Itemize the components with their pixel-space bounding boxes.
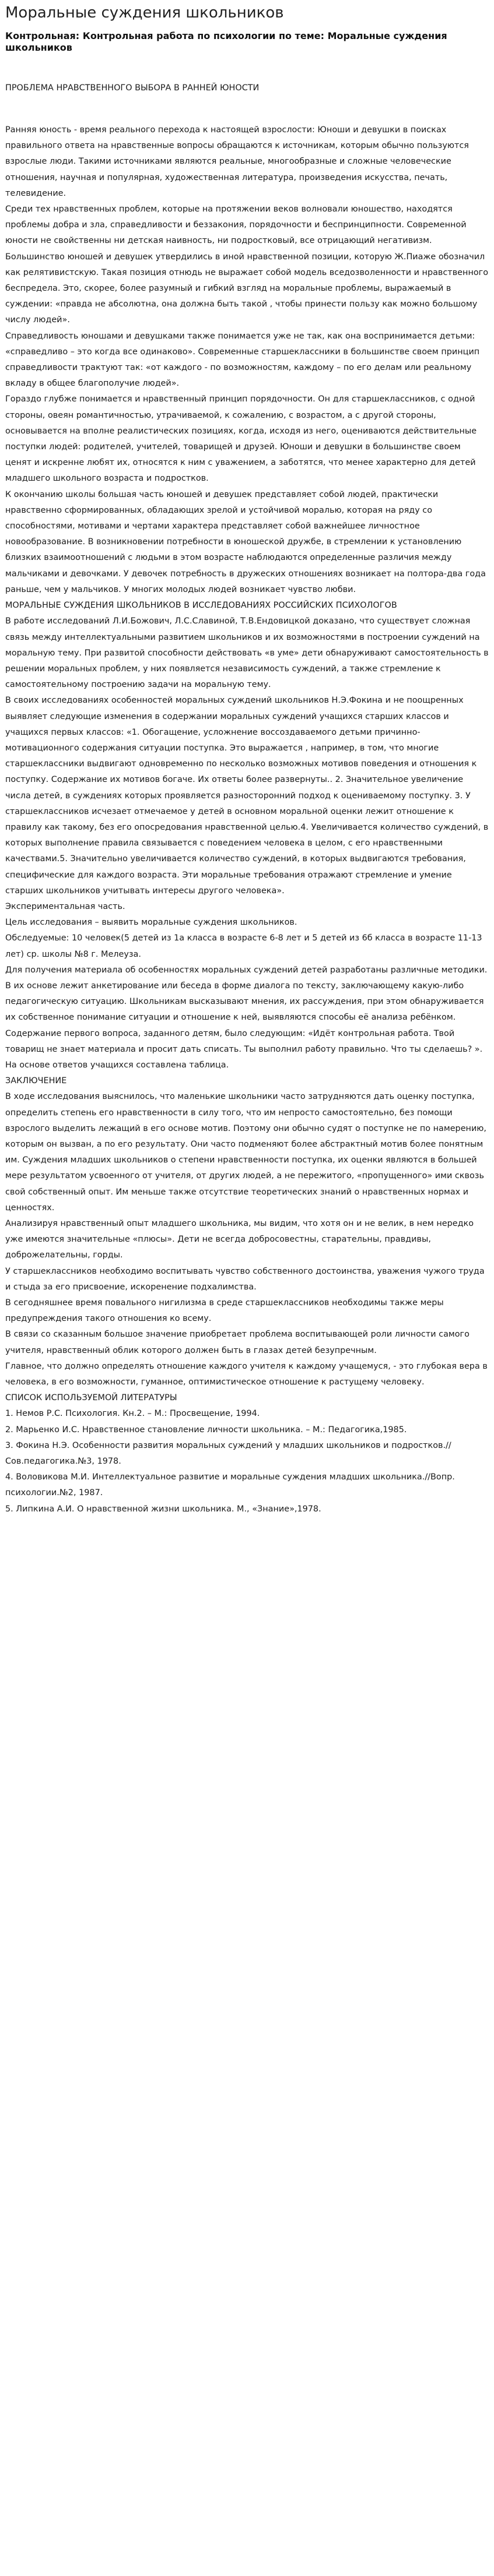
- page-title: Моральные суждения школьников: [5, 4, 284, 22]
- paragraph-intro: Ранняя юность - время реального перехода к настоящей взрослости: Юноши и девушки в поисках правильного ответа на нравственные вопросы обращаются к источникам, которым обычно пользуются взрослые люди. Такими источниками являются реальные, многообразные и сложные человеческие отношения, научная и популярная, художественная литература, произведения искусства, печать, телевидение.: [5, 125, 469, 198]
- reference-item: 3. Фокина Н.Э. Особенности развития моральных суждений у младших школьников и подростков.//Сов.педагогика.№3, 1978.: [5, 1440, 451, 1467]
- paragraph: Цель исследования – выявить моральные суждения школьников.: [5, 918, 297, 928]
- paragraph: В сегодняшнее время повального нигилизма в среде старшеклассников необходимы также меры предупреждения такого отношения ко всему.: [5, 1298, 444, 1324]
- reference-item: 2. Марьенко И.С. Нравственное становление личности школьника. – М.: Педагогика,1985.: [5, 1425, 407, 1435]
- paragraph: Гораздо глубже понимается и нравственный принцип порядочности. Он для старшеклассников, с одной стороны, овеян романтичностью, утрачиваемой, к сожалению, с возрастом, а с другой стороны, основывается на вполне реалистических позициях, когда, исходя из него, оцениваются действительные поступки людей: родителей, учителей, товарищей и друзей. Юноши и девушки в большинстве своем ценят и искренне любят их, относятся к ним с уважением, а заботятся, что менее характерно для детей младшего школьного возраста и подростков.: [5, 394, 477, 484]
- page-subtitle: Контрольная: Контрольная работа по психологии по теме: Моральные суждения школьников: [5, 30, 447, 53]
- paragraph: Справедливость юношами и девушками также понимается уже не так, как она воспринимается детьми: «справедливо – это когда все одинаково». Современные старшеклассники в большинстве своем принцип справедливости трактуют так: «от каждого - по возможностям, каждому – по его делам или реальному вкладу в общее благополучие людей».: [5, 331, 480, 389]
- paragraph: У старшеклассников необходимо воспитывать чувство собственного достоинства, уважения чужого труда и стыда за его присвоение, искоренение подхалимства.: [5, 1266, 485, 1292]
- section-heading-research: МОРАЛЬНЫЕ СУЖДЕНИЯ ШКОЛЬНИКОВ В ИССЛЕДОВАНИЯХ РОССИЙСКИХ ПСИХОЛОГОВ: [5, 601, 397, 611]
- paragraph: Для получения материала об особенностях моральных суждений детей разработаны различные методики. В их основе лежит анкетирование или беседа в форме диалога по тексту, заключающему какую-либо педагогическую ситуацию. Школьникам высказывают мнения, их рассуждения, при этом обнаруживается их собственное понимание ситуации и отношение к ней, выявляются способы её анализа ребёнком.: [5, 965, 488, 1023]
- reference-list: [5, 1406, 489, 1517]
- reference-item: 1. Немов Р.С. Психология. Кн.2. – М.: Просвещение, 1994.: [5, 1409, 260, 1419]
- section-heading-conclusion: ЗАКЛЮЧЕНИЕ: [5, 1076, 67, 1086]
- paragraph: В связи со сказанным большое значение приобретает проблема воспитывающей роли личности самого учителя, нравственный облик которого должен быть в глазах детей безупречным.: [5, 1330, 470, 1355]
- document-heading: ПРОБЛЕМА НРАВСТВЕННОГО ВЫБОРА В РАННЕЙ ЮНОСТИ: [5, 83, 260, 93]
- section-heading-references: СПИСОК ИСПОЛЬЗУЕМОЙ ЛИТЕРАТУРЫ: [5, 1393, 177, 1403]
- paragraph-experimental: Экспериментальная часть.: [5, 901, 125, 911]
- paragraph: В работе исследований Л.И.Божович, Л.С.Славиной, Т.В.Ендовицкой доказано, что существует сложная связь между интеллектуальными развитием школьников и их возможностями в построении суждений на моральную тему. При развитой способности действовать «в уме» дети обнаруживают самостоятельность в решении моральных проблем, у них появляется независимость суждений, а также стремление к самостоятельному построению задачи на моральную тему.: [5, 616, 489, 690]
- paragraph: Среди тех нравственных проблем, которые на протяжении веков волновали юношество, находятся проблемы добра и зла, справедливости и беззакония, порядочности и беспринципности. Современной юности не свойственны ни детская наивность, ни подростковый, все отрицающий негативизм.: [5, 205, 467, 246]
- paragraph: Анализируя нравственный опыт младшего школьника, мы видим, что хотя он и не велик, в нем нередко уже имеются значительные «плюсы». Дети не всегда добросовестны, старательны, правдивы, доброжелательны, горды.: [5, 1219, 474, 1260]
- paragraph: В ходе исследования выяснилось, что маленькие школьники часто затрудняются дать оценку поступка, определить степень его нравственности в силу того, что им непросто самостоятельно, без помощи взрослого выделить лежащий в его основе мотив. Поэтому они обычно судят о поступке не по намерению, которым он вызван, а по его результату. Они часто подменяют более абстрактный мотив более понятным им. Суждения младших школьников о степени нравственности поступка, их оценки являются в большей мере результатом усвоенного от учителя, от других людей, а не пережитого, «пропущенного» ими сквозь свой собственный опыт. Им меньше также отсутствие теоретических знаний о нравственных нормах и ценностях.: [5, 1092, 486, 1213]
- paragraph: Большинство юношей и девушек утвердились в иной нравственной позиции, которую Ж.Пиаже обозначил как релятивистскую. Такая позиция отнюдь не выражает собой модель вседозволенности и нравственного беспредела. Это, скорее, более разумный и гибкий взгляд на моральные проблемы, выражаемый в суждении: «правда не абсолютна, она должна быть такой , чтобы принести пользу как можно большому числу людей».: [5, 252, 489, 325]
- paragraph: Главное, что должно определять отношение каждого учителя к каждому учащемуся, - это глубокая вера в человека, в его возможности, гуманное, оптимистическое отношение к растущему человеку.: [5, 1361, 488, 1387]
- reference-item: 4. Воловикова М.И. Интеллектуальное развитие и моральные суждения младших школьника.//Вопр. психологии.№2, 1987.: [5, 1472, 455, 1498]
- paragraph: В своих исследованиях особенностей моральных суждений школьников Н.Э.Фокина и не поощренных выявляет следующие изменения в содержании моральных суждений учащихся старших классов и учащихся первых классов: «1. Обогащение, усложнение воссоздаваемого детьми причинно-мотивационного содержания ситуации поступка. Это выражается , например, в том, что многие старшеклассники выдвигают одновременно по несколько возможных мотивов поведения и отношения к поступку. Содержание их мотивов богаче. Их ответы более развернуты.. 2. Значительное увеличение числа детей, в суждениях которых проявляется разносторонний подход к оцениваемому поступку. 3. У старшеклассников исчезает отмечаемое у детей в основном моральной оценки лежит отношение к правилу как такому, без его опосредования нравственной целью.4. Увеличивается количество суждений, в которых выполнение правила связывается с поведением человека в целом, с его нравственными качествами.5. Значительно увеличивается количество суждений, в которых выдвигаются требования, специфические для каждого возраста. Эти моральные требования отражают стремление и умение старших школьников учитывать интересы другого человека».: [5, 696, 489, 896]
- document-body: [5, 122, 489, 1517]
- paragraph: Содержание первого вопроса, заданного детям, было следующим: «Идёт контрольная работа. Твой товарищ не знает материала и просит дать списать. Ты выполнил работу правильно. Что ты сделаешь? ». На основе ответов учащихся составлена таблица.: [5, 1028, 483, 1070]
- paragraph: Обследуемые: 10 человек(5 детей из 1а класса в возрасте 6-8 лет и 5 детей из 6б класса в возрасте 11-13 лет) ср. школы №8 г. Мелеуза.: [5, 933, 482, 959]
- reference-item: 5. Липкина А.И. О нравственной жизни школьника. М., «Знание»,1978.: [5, 1504, 321, 1514]
- paragraph: К окончанию школы большая часть юношей и девушек представляет собой людей, практически нравственно сформированных, обладающих зрелой и устойчивой моралью, которая на ряду со способностями, мотивами и чертами характера представляет собой важнейшее личностное новообразование. В возникновении потребности в юношеской дружбе, в стремлении к установлению близких взаимоотношений с людьми в этом возрасте наблюдаются определенные различия между мальчиками и девочками. У девочек потребность в дружеских отношениях возникает на полтора-два года раньше, чем у мальчиков. У многих молодых людей возникает чувство любви.: [5, 489, 486, 594]
